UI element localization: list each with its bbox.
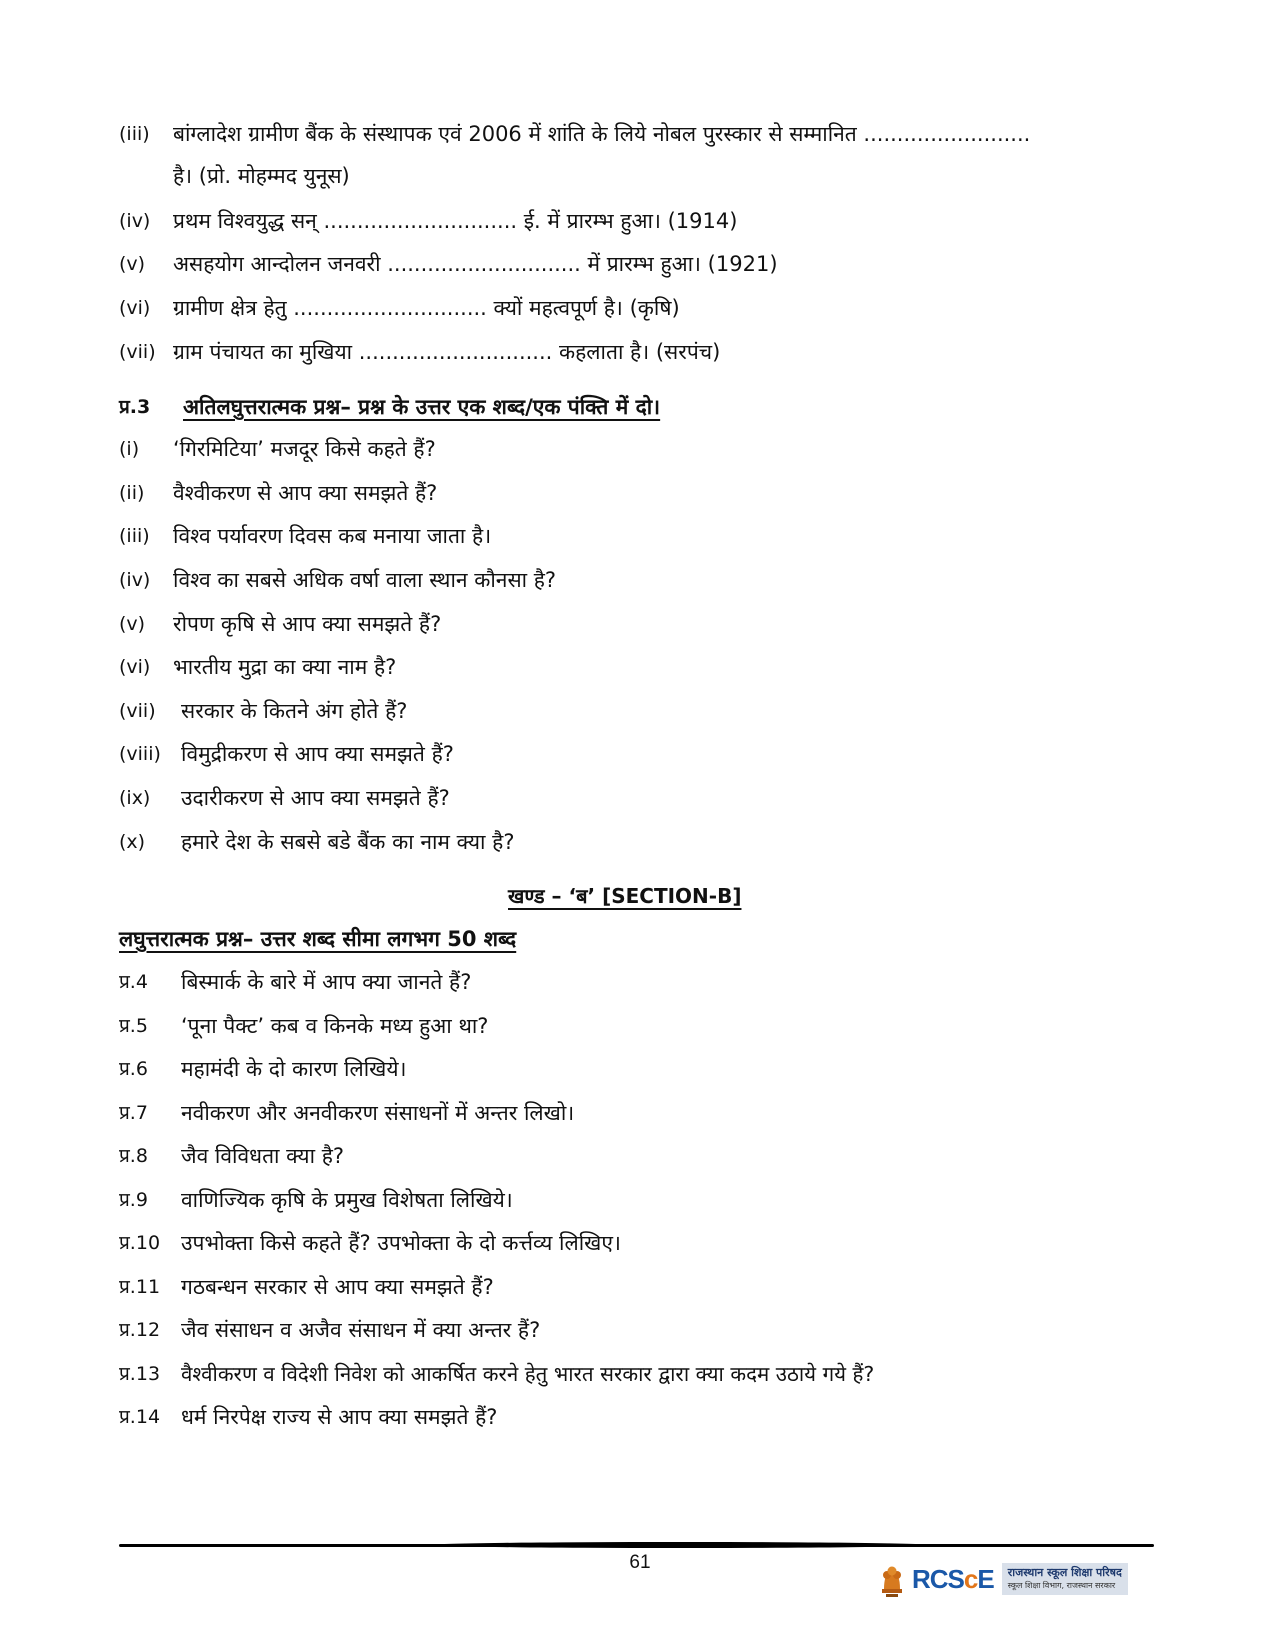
item-number: (vi) [119,297,151,319]
item-text: उदारीकरण से आप क्या समझते हैं? [181,786,450,810]
question-number: प्र.7 [119,1102,148,1124]
rcsce-logo [878,1555,1158,1603]
question-number: प्र.3 [119,396,151,418]
question-number: प्र.14 [119,1406,161,1428]
question-number: प्र.12 [119,1319,161,1341]
item-text: प्रथम विश्वयुद्ध सन् ............................. ई. में प्रारम्भ हुआ। (1914) [173,209,738,233]
item-text: है। (प्रो. मोहम्मद युनूस) [173,164,350,188]
item-text: ग्राम पंचायत का मुखिया ............................. कहलाता है। (सरपंच) [173,340,721,364]
logo-line-1: राजस्थान स्कूल शिक्षा परिषद [1007,1566,1122,1579]
item-number: (v) [119,253,146,275]
item-number: (iii) [119,123,150,145]
question-text: वैश्वीकरण व विदेशी निवेश को आकर्षित करने हेतु भारत सरकार द्वारा क्या कदम उठाये गये हैं? [181,1362,875,1386]
item-text: भारतीय मुद्रा का क्या नाम है? [173,655,397,679]
item-text: बांग्लादेश ग्रामीण बैंक के संस्थापक एवं 2006 में शांति के लिये नोबल पुरस्कार से सम्मानित ......................... [173,122,1031,146]
page-number: 61 [629,1552,651,1573]
item-text: रोपण कृषि से आप क्या समझते हैं? [173,612,442,636]
item-number: (ix) [119,787,151,809]
item-text: विश्व पर्यावरण दिवस कब मनाया जाता है। [173,524,492,548]
logo-caption [1002,1563,1128,1595]
question-text: गठबन्धन सरकार से आप क्या समझते हैं? [181,1275,494,1299]
item-text: विश्व का सबसे अधिक वर्षा वाला स्थान कौनसा है? [173,568,557,592]
question-text: ‘पूना पैक्ट’ कब व किनके मध्य हुआ था? [181,1014,489,1038]
item-text: सरकार के कितने अंग होते हैं? [181,699,408,723]
question-text: धर्म निरपेक्ष राज्य से आप क्या समझते हैं? [181,1405,498,1429]
item-number: (v) [119,613,146,635]
section-b-title: खण्ड – ‘ब’ [SECTION-B] [508,884,742,908]
question-text: जैव संसाधन व अजैव संसाधन में क्या अन्तर हैं? [181,1318,541,1342]
item-text: ‘गिरमिटिया’ मजदूर किसे कहते हैं? [173,437,436,461]
question-text: नवीकरण और अनवीकरण संसाधनों में अन्तर लिखो। [181,1101,575,1125]
item-number: (vii) [119,341,156,363]
item-number: (iv) [119,210,151,232]
item-number: (vii) [119,700,156,722]
item-text: असहयोग आन्दोलन जनवरी ............................. में प्रारम्भ हुआ। (1921) [173,252,778,276]
question-number: प्र.10 [119,1232,161,1254]
item-number: (iii) [119,525,150,547]
question-text: उपभोक्ता किसे कहते हैं? उपभोक्ता के दो कर्त्तव्य लिखिए। [181,1231,621,1255]
question-number: प्र.5 [119,1015,148,1037]
item-number: (x) [119,831,146,853]
question-text: महामंदी के दो कारण लिखिये। [181,1057,407,1081]
question-heading: अतिलघुत्तरात्मक प्रश्न– प्रश्न के उत्तर एक शब्द/एक पंक्ति में दो। [183,395,661,419]
item-number: (i) [119,438,140,460]
item-number: (iv) [119,569,151,591]
item-number: (ii) [119,482,145,504]
question-text: वाणिज्यिक कृषि के प्रमुख विशेषता लिखिये। [181,1188,513,1212]
question-number: प्र.9 [119,1189,148,1211]
logo-brand: RCScE [912,1563,994,1594]
item-text: वैश्वीकरण से आप क्या समझते हैं? [173,481,438,505]
logo-line-2: स्कूल शिक्षा विभाग, राजस्थान सरकार [1007,1581,1116,1590]
item-number: (viii) [119,743,161,765]
question-number: प्र.8 [119,1145,148,1167]
item-text: ग्रामीण क्षेत्र हेतु ............................. क्यों महत्वपूर्ण है। (कृषि) [173,296,680,320]
item-number: (vi) [119,656,151,678]
question-text: जैव विविधता क्या है? [181,1144,344,1168]
item-text: विमुद्रीकरण से आप क्या समझते हैं? [181,742,454,766]
question-number: प्र.4 [119,971,148,993]
footer-divider-accent [430,1542,930,1548]
national-emblem-icon [878,1559,906,1599]
question-text: बिस्मार्क के बारे में आप क्या जानते हैं? [181,970,472,994]
item-text: हमारे देश के सबसे बडे बैंक का नाम क्या है? [181,830,515,854]
question-number: प्र.13 [119,1363,161,1385]
section-b-subheading: लघुत्तरात्मक प्रश्न– उत्तर शब्द सीमा लगभग 50 शब्द [119,927,517,951]
question-number: प्र.11 [119,1276,161,1298]
question-number: प्र.6 [119,1058,148,1080]
